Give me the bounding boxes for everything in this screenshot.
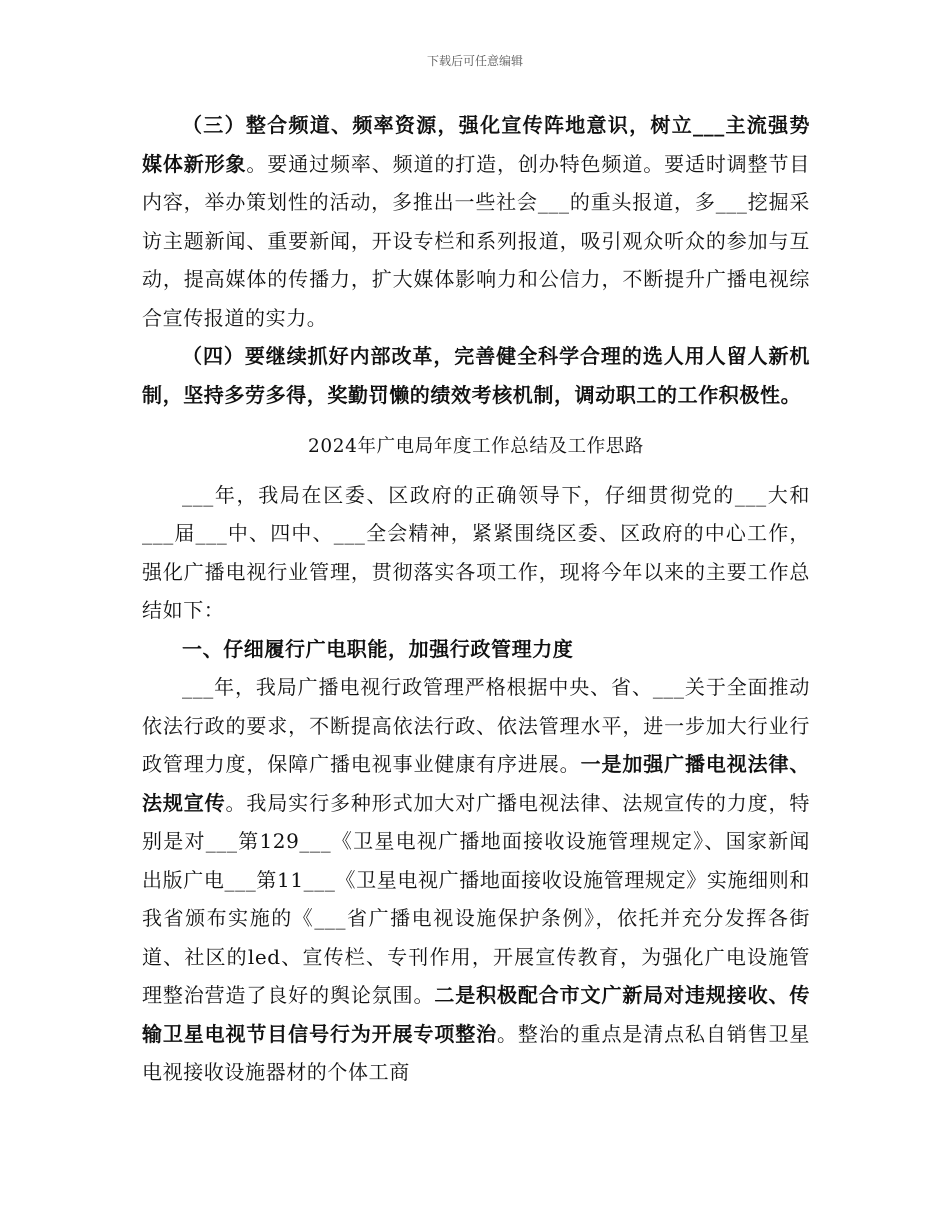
section-1-point-2: 二是积极配合市文广新局对违规接收、传输卫星电视节目信号行为开展专项整治 — [142, 983, 810, 1046]
section-1-paragraph — [142, 668, 810, 1092]
page-header-note: 下载后可任意编辑 — [426, 54, 523, 68]
intro-paragraph — [142, 476, 810, 630]
document-body — [142, 106, 810, 1092]
intro-text: ___年，我局在区委、区政府的正确领导下，仔细贯彻党的___大和___届___中、四中、___全会精神，紧紧围绕区委、区政府的中心工作，强化广播电视行业管理，贯彻落实各项工作，现将今年以来的主要工作总结如下： — [142, 482, 810, 622]
section-1-point-1: 一是加强广播电视法律、法规宣传 — [142, 752, 810, 815]
section-1-text-3: 。整治的重点是清点私自销售卫星电视接收设施器材的个体工商 — [142, 1021, 811, 1084]
paragraph-3-bold-lead: （三）整合频道、频率资源，强化宣传阵地意识，树立___主流强势媒体新形象 — [142, 113, 810, 176]
paragraph-3 — [142, 106, 810, 337]
section-1-text-2: 。我局实行多种形式加大对广播电视法律、法规宣传的力度，特别是对___第129___《卫星电视广播地面接收设施管理规定》、国家新闻出版广电___第11___《卫星电视广播地面接收设施管理规定》实施细则和我省颁布实施的《___省广播电视设施保护条例》，依托并充分发挥各街道、社区的led、宣传栏、专刊作用，开展宣传教育，为强化广电设施管理整治营造了良好的舆论氛围。 — [142, 790, 810, 1007]
section-heading-1: 一、仔细履行广电职能，加强行政管理力度 — [182, 636, 574, 661]
document-title: 2024年广电局年度工作总结及工作思路 — [308, 436, 644, 457]
paragraph-4 — [142, 337, 810, 414]
section-1-text-1: ___年，我局广播电视行政管理严格根据中央、省、___关于全面推动依法行政的要求，不断提高依法行政、依法管理水平，进一步加大行业行政管理力度，保障广播电视事业健康有序进展。 — [142, 675, 810, 776]
paragraph-3-text: 。要通过频率、频道的打造，创办特色频道。要适时调整节目内容，举办策划性的活动，多推出一些社会___的重头报道，多___挖掘采访主题新闻、重要新闻，开设专栏和系列报道，吸引观众听众的参加与互动，提高媒体的传播力，扩大媒体影响力和公信力，不断提升广播电视综合宣传报道的实力。 — [142, 151, 810, 330]
paragraph-4-bold: （四）要继续抓好内部改革，完善健全科学合理的选人用人留人新机制，坚持多劳多得，奖勤罚懒的绩效考核机制，调动职工的工作积极性。 — [142, 344, 810, 407]
